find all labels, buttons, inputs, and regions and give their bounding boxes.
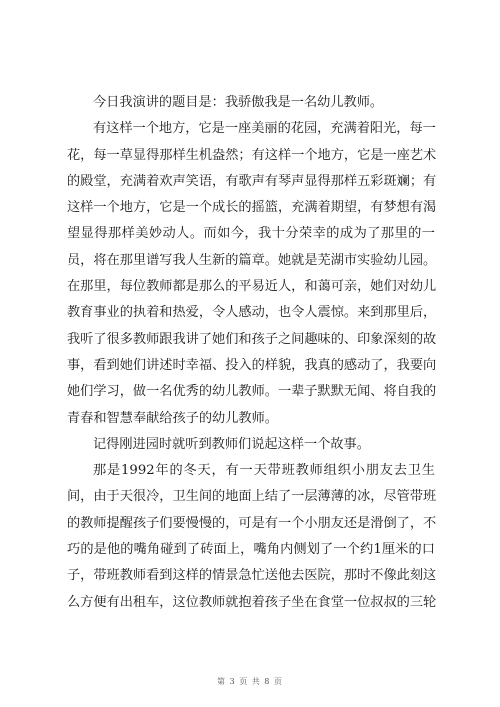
- paragraph-line: 青春和智慧奉献给孩子的幼儿教师。: [67, 410, 278, 426]
- paragraph-line: 的殿堂，充满着欢声笑语，有歌声有琴声显得那样五彩斑斓；有: [67, 173, 437, 189]
- paragraph-line: 记得刚进园时就听到教师们说起这样一个故事。: [93, 436, 370, 452]
- paragraph-line: 么方便有出租车，这位教师就抱着孩子坐在食堂一位叔叔的三轮: [67, 594, 437, 610]
- paragraph-line: 在那里，每位教师都是那么的平易近人，和蔼可亲，她们对幼儿: [67, 279, 437, 295]
- paragraph-line: 子，带班教师看到这样的情景急忙送他去医院，那时不像此刻这: [67, 568, 437, 584]
- paragraph-line: 这样一个地方，它是一个成长的摇篮，充满着期望，有梦想有渴: [67, 200, 437, 216]
- paragraph-line: 间，由于天很冷，卫生间的地面上结了一层薄薄的冰，尽管带班: [67, 489, 437, 505]
- paragraph-line: 她们学习，做一名优秀的幼儿教师。一辈子默默无闻、将自我的: [67, 384, 437, 400]
- paragraph-line: 那是1992年的冬天，有一天带班教师组织小朋友去卫生: [93, 463, 435, 479]
- paragraph-line: 事，看到她们讲述时幸福、投入的样貌，我真的感动了，我要向: [67, 357, 437, 373]
- paragraph-line: 的教师提醒孩子们要慢慢的，可是有一个小朋友还是滑倒了，不: [67, 515, 437, 531]
- paragraph-line: 今日我演讲的题目是：我骄傲我是一名幼儿教师。: [93, 95, 384, 110]
- paragraph-line: 我听了很多教师跟我讲了她们和孩子之间趣味的、印象深刻的故: [67, 331, 437, 347]
- paragraph-line: 花，每一草显得那样生机盎然；有这样一个地方，它是一座艺术: [67, 147, 437, 163]
- paragraph-line: 有这样一个地方，它是一座美丽的花园，充满着阳光，每一: [93, 121, 436, 137]
- paragraph-line: 教育事业的执着和热爱，令人感动，也令人震惊。来到那里后，: [67, 305, 437, 321]
- page-number-footer: 第 3 页 共 8 页: [217, 677, 283, 686]
- document-body: [67, 90, 435, 616]
- paragraph-line: 员，将在那里谱写我人生新的篇章。她就是芜湖市实验幼儿园。: [67, 252, 437, 268]
- paragraph-line: 巧的是他的嘴角碰到了砖面上，嘴角内侧划了一个约1厘米的口: [67, 542, 435, 558]
- paragraph-line: 望显得那样美妙动人。而如今，我十分荣幸的成为了那里的一: [67, 226, 435, 242]
